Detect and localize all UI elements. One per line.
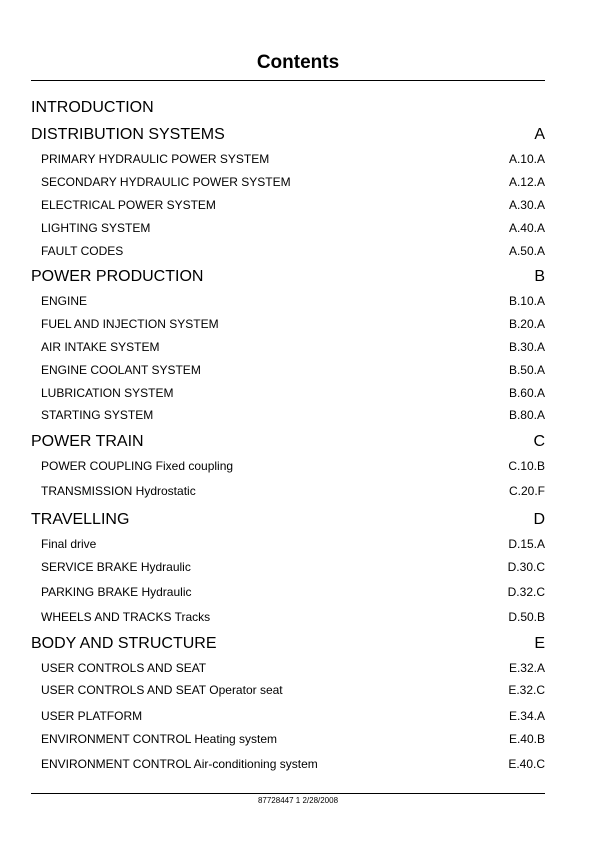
entry-title: PRIMARY HYDRAULIC POWER SYSTEM: [41, 152, 270, 166]
entry-title: SECONDARY HYDRAULIC POWER SYSTEM: [41, 175, 291, 189]
section-name: DISTRIBUTION SYSTEMS: [31, 126, 225, 143]
toc-entry[interactable]: [31, 362, 545, 378]
entry-code: B.80.A: [508, 408, 545, 422]
toc-entry[interactable]: [31, 385, 545, 401]
entry-title: LIGHTING SYSTEM: [41, 221, 151, 235]
section-letter: D: [533, 511, 545, 528]
entry-title: ENVIRONMENT CONTROL Air-conditioning system: [41, 757, 318, 771]
toc-entry[interactable]: [31, 407, 545, 423]
toc-entry[interactable]: [31, 197, 545, 213]
toc-entry[interactable]: [31, 243, 545, 259]
entry-title: Final drive: [41, 537, 97, 551]
entry-title: FAULT CODES: [41, 244, 124, 258]
entry-title: WHEELS AND TRACKS Tracks: [41, 610, 211, 624]
toc-section-introduction[interactable]: [31, 98, 545, 118]
entry-code: B.30.A: [508, 340, 545, 354]
section-name: POWER PRODUCTION: [31, 268, 204, 285]
toc-entry[interactable]: [31, 756, 545, 772]
entry-title: PARKING BRAKE Hydraulic: [41, 585, 192, 599]
section-name: POWER TRAIN: [31, 433, 144, 450]
toc-entry[interactable]: [31, 483, 545, 499]
section-letter: C: [533, 433, 545, 450]
section-letter: A: [534, 126, 545, 143]
entry-code: A.10.A: [508, 152, 545, 166]
toc-entry[interactable]: [31, 660, 545, 676]
entry-title: AIR INTAKE SYSTEM: [41, 340, 160, 354]
entry-code: B.20.A: [508, 317, 545, 331]
toc-section-travelling[interactable]: [31, 510, 545, 530]
toc-entry[interactable]: [31, 708, 545, 724]
entry-code: C.20.F: [508, 484, 545, 498]
page-title: Contents: [256, 52, 340, 73]
entry-code: E.40.B: [508, 732, 545, 746]
entry-title: ENGINE COOLANT SYSTEM: [41, 363, 201, 377]
entry-code: E.32.A: [508, 661, 545, 675]
entry-code: E.34.A: [508, 709, 545, 723]
section-letter: B: [534, 268, 545, 285]
toc-entry[interactable]: [31, 584, 545, 600]
footer-divider: [31, 793, 545, 794]
entry-code: A.12.A: [508, 175, 545, 189]
entry-code: A.50.A: [508, 244, 545, 258]
toc-entry[interactable]: [31, 731, 545, 747]
entry-code: E.40.C: [508, 757, 545, 771]
entry-title: STARTING SYSTEM: [41, 408, 154, 422]
entry-code: B.60.A: [508, 386, 545, 400]
entry-title: USER CONTROLS AND SEAT: [41, 661, 207, 675]
entry-title: POWER COUPLING Fixed coupling: [41, 459, 234, 473]
entry-title: ENVIRONMENT CONTROL Heating system: [41, 732, 278, 746]
toc-entry[interactable]: [31, 559, 545, 575]
entry-title: FUEL AND INJECTION SYSTEM: [41, 317, 219, 331]
toc-section-distribution-systems[interactable]: [31, 125, 545, 145]
toc-entry[interactable]: [31, 174, 545, 190]
toc-section-power-production[interactable]: [31, 267, 545, 287]
section-name: TRAVELLING: [31, 511, 130, 528]
entry-title: TRANSMISSION Hydrostatic: [41, 484, 196, 498]
entry-title: LUBRICATION SYSTEM: [41, 386, 174, 400]
entry-code: A.30.A: [508, 198, 545, 212]
toc-section-body-and-structure[interactable]: [31, 634, 545, 654]
entry-code: B.10.A: [508, 294, 545, 308]
toc-entry[interactable]: [31, 609, 545, 625]
toc-entry[interactable]: [31, 220, 545, 236]
toc-entry[interactable]: [31, 682, 545, 698]
section-letter: E: [534, 635, 545, 652]
entry-title: USER CONTROLS AND SEAT Operator seat: [41, 683, 283, 697]
section-name: BODY AND STRUCTURE: [31, 635, 217, 652]
entry-code: B.50.A: [508, 363, 545, 377]
footer-document-id: 87728447 1 2/28/2008: [257, 796, 339, 805]
entry-title: ENGINE: [41, 294, 88, 308]
toc-section-power-train[interactable]: [31, 432, 545, 452]
entry-code: D.50.B: [508, 610, 545, 624]
entry-code: D.30.C: [507, 560, 545, 574]
toc-entry[interactable]: [31, 339, 545, 355]
entry-code: D.15.A: [508, 537, 545, 551]
toc-entry[interactable]: [31, 536, 545, 552]
header-divider: [31, 80, 545, 81]
entry-code: E.32.C: [508, 683, 545, 697]
section-name: INTRODUCTION: [31, 99, 154, 116]
entry-code: D.32.C: [507, 585, 545, 599]
toc-entry[interactable]: [31, 293, 545, 309]
entry-code: C.10.B: [508, 459, 545, 473]
toc-entry[interactable]: [31, 151, 545, 167]
entry-code: A.40.A: [508, 221, 545, 235]
toc-entry[interactable]: [31, 316, 545, 332]
entry-title: SERVICE BRAKE Hydraulic: [41, 560, 191, 574]
entry-title: USER PLATFORM: [41, 709, 143, 723]
toc-entry[interactable]: [31, 458, 545, 474]
entry-title: ELECTRICAL POWER SYSTEM: [41, 198, 216, 212]
